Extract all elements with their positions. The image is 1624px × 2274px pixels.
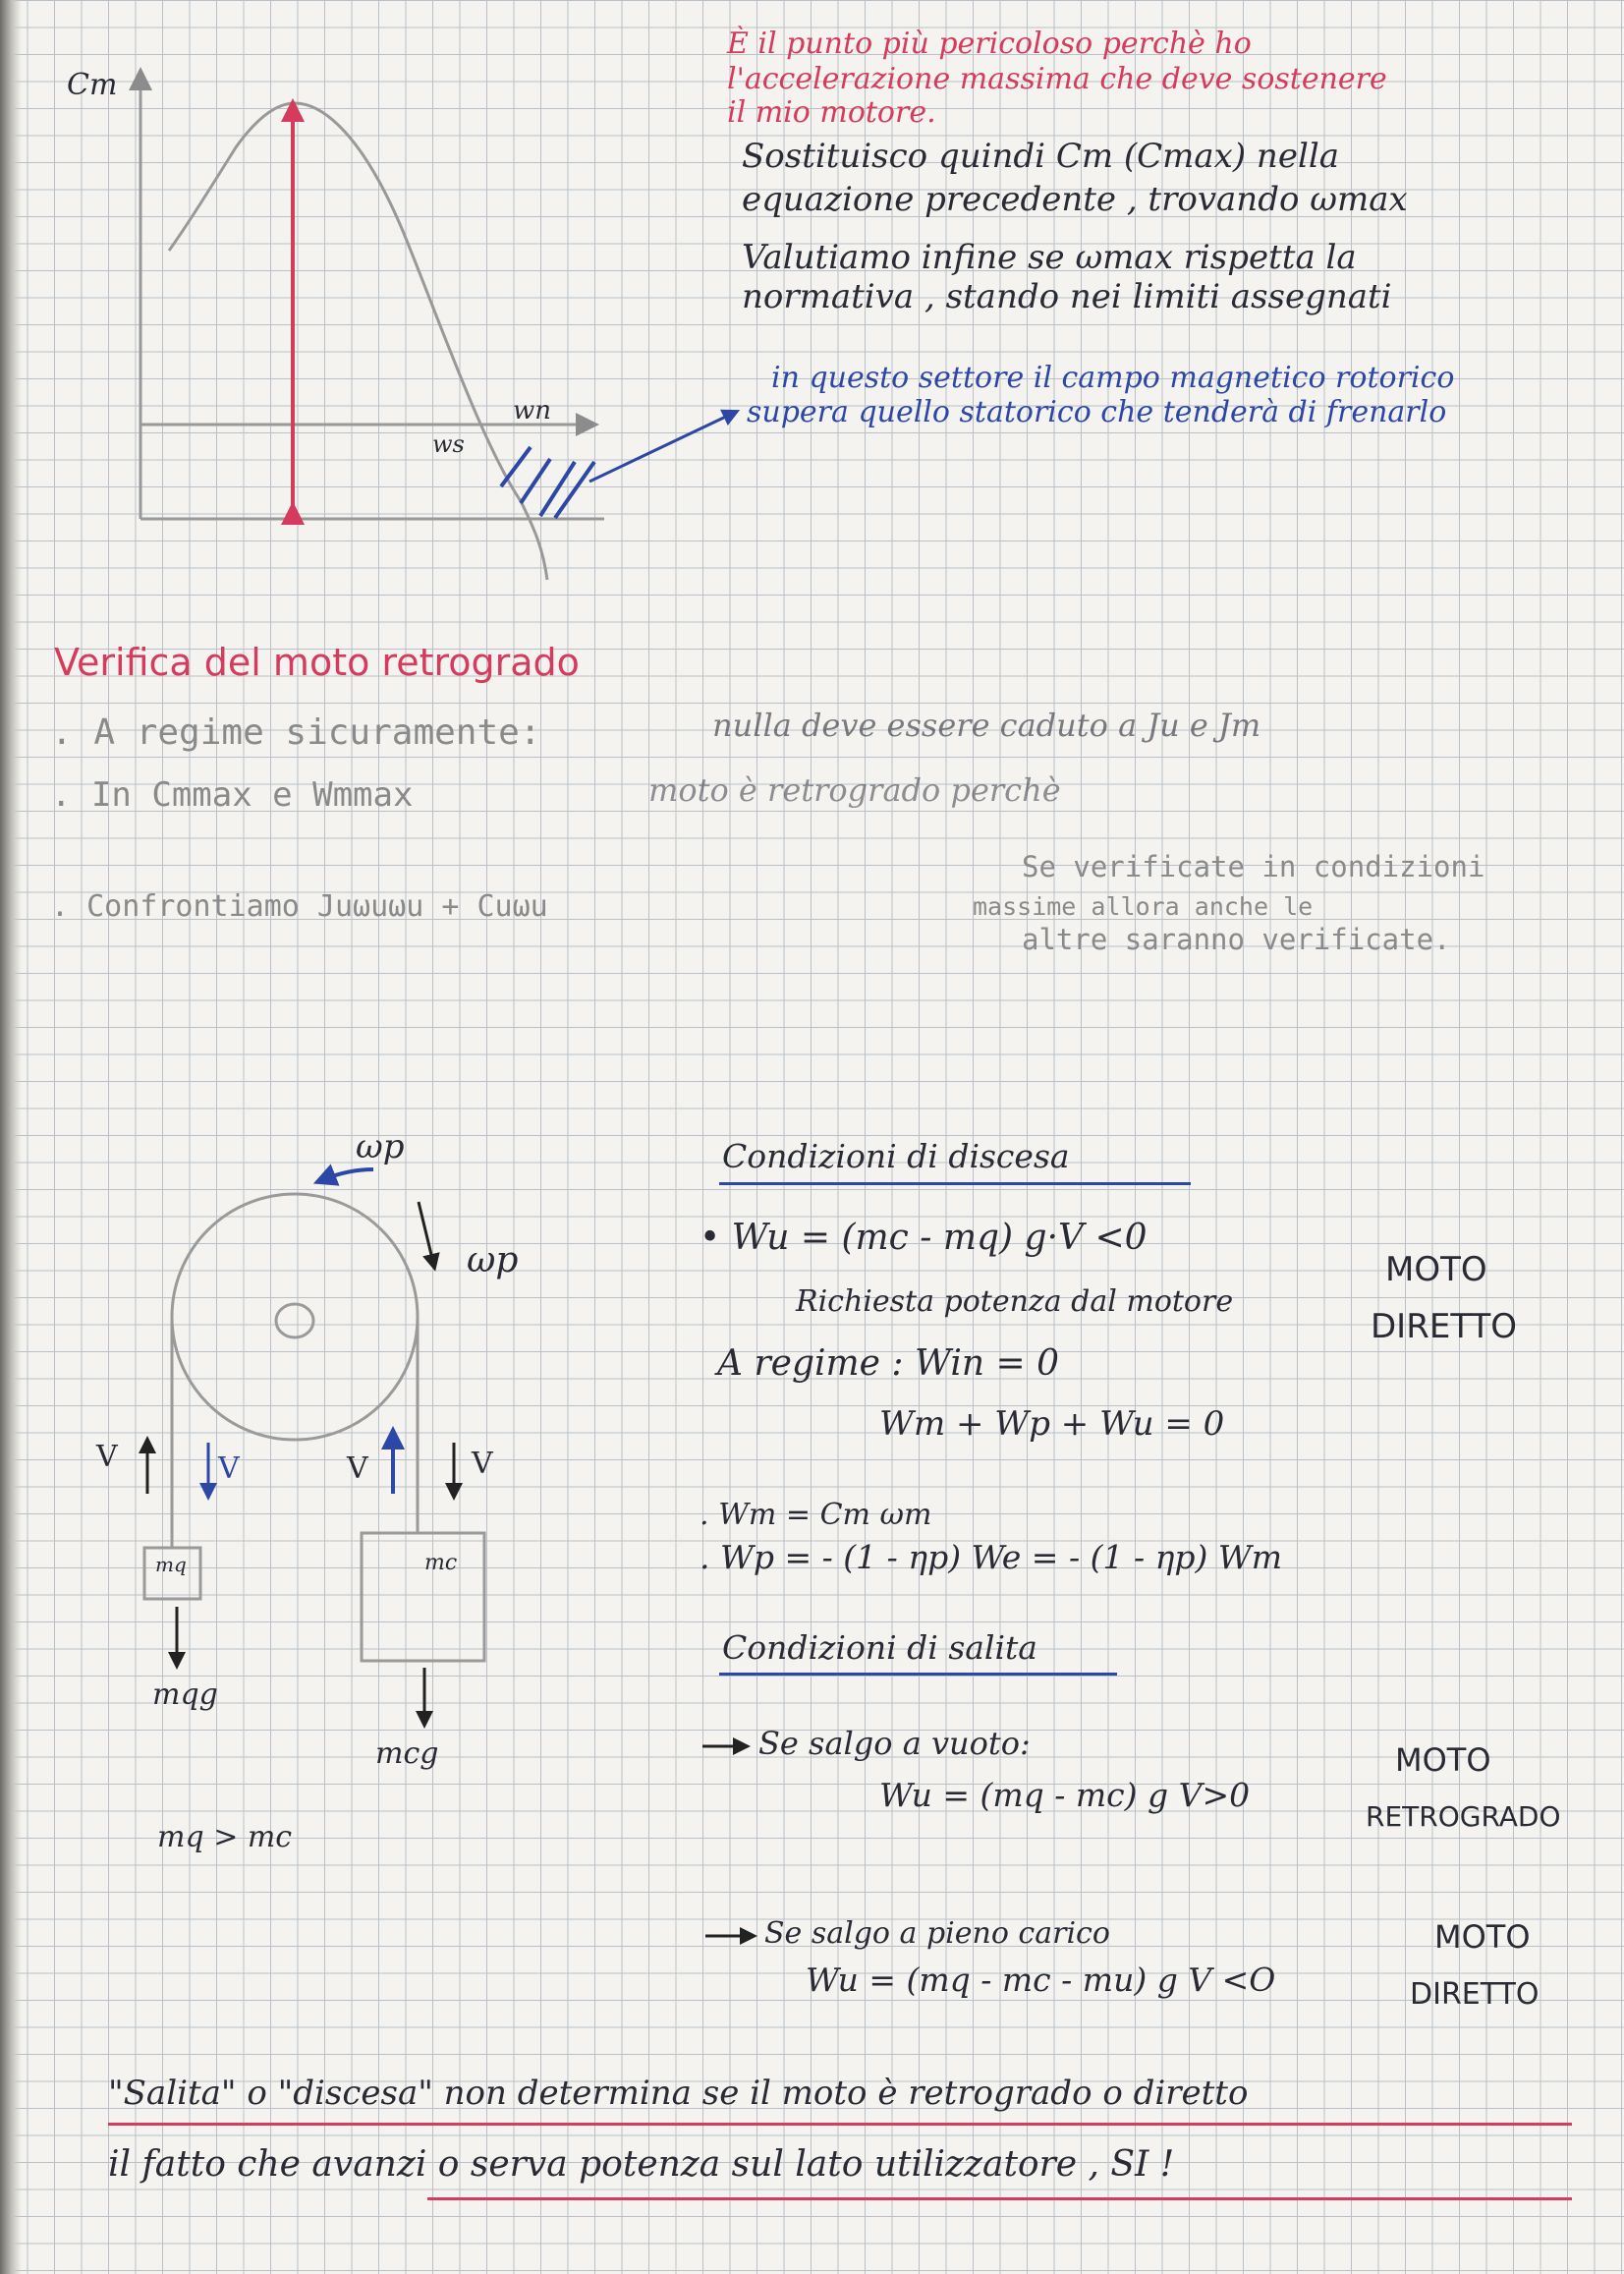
descent-eq-4: . Wp = - (1 - ηp) We = - (1 - ηp) Wm bbox=[700, 1538, 1283, 1576]
ascent-case-1: Se salgo a vuoto: bbox=[758, 1725, 1031, 1762]
torque-speed-graph bbox=[140, 79, 604, 580]
red-note-line-1: È il punto più pericoloso perchè ho bbox=[727, 27, 1252, 61]
black-note-line-1: Sostituisco quindi Cm (Cmax) nella bbox=[742, 137, 1339, 176]
velocity-label-2: V bbox=[218, 1451, 240, 1486]
mass-relation: mq > mc bbox=[157, 1820, 293, 1854]
black-note-line-2: equazione precedente , trovando ωmax bbox=[742, 180, 1408, 219]
velocity-label-3: V bbox=[347, 1451, 368, 1486]
graph-x-label: wn bbox=[513, 396, 551, 426]
ascent-title-underline bbox=[719, 1673, 1117, 1676]
blue-note-line-1: in questo settore il campo magnetico rotorico bbox=[771, 361, 1455, 395]
ascent-case-1-label-1: MOTO bbox=[1395, 1741, 1491, 1779]
omega-arrow-top bbox=[324, 1169, 373, 1179]
descent-eq-2: Wm + Wp + Wu = 0 bbox=[879, 1404, 1225, 1444]
black-note-line-3: Valutiamo infine se ωmax rispetta la bbox=[742, 238, 1357, 277]
pencil-note-line-2: massime allora anche le bbox=[973, 892, 1314, 921]
descent-eq-3: . Wm = Cm ωm bbox=[700, 1498, 932, 1532]
mass-right-box bbox=[362, 1533, 484, 1661]
pencil-line-2: . In Cmmax e Wmmax bbox=[51, 775, 414, 815]
omega-arrow-right bbox=[419, 1202, 433, 1263]
descent-label-1: MOTO bbox=[1385, 1250, 1487, 1289]
ascent-case-2-label-1: MOTO bbox=[1434, 1918, 1531, 1956]
conclusion-line-1: "Salita" o "discesa" non determina se il moto è retrogrado o diretto bbox=[108, 2074, 1249, 2113]
red-note-line-3: il mio motore. bbox=[727, 95, 936, 130]
omega-top-label: ωp bbox=[356, 1127, 405, 1166]
graph-torque-curve bbox=[169, 103, 547, 580]
pencil-note-line-3: altre saranno verificate. bbox=[1022, 923, 1451, 956]
descent-title: Condizioni di discesa bbox=[722, 1137, 1070, 1175]
weight-right-label: mcg bbox=[375, 1736, 439, 1771]
pulley-system bbox=[144, 1194, 484, 1661]
velocity-label-1: V bbox=[96, 1440, 118, 1474]
pencil-note-line-1: Se verificate in condizioni bbox=[1022, 850, 1485, 883]
descent-title-underline bbox=[719, 1182, 1191, 1185]
blue-note-line-2: supera quello statorico che tenderà di frenarlo bbox=[747, 395, 1447, 429]
descent-eq-1-note: Richiesta potenza dal motore bbox=[796, 1284, 1234, 1319]
conclusion-underline-1 bbox=[108, 2123, 1572, 2126]
omega-right-label: ωp bbox=[467, 1240, 519, 1280]
pencil-line-3: . Confrontiamo Juωuωu + Cuωu bbox=[51, 889, 548, 924]
conclusion-underline-2 bbox=[427, 2197, 1572, 2200]
ascent-case-2-label-2: DIRETTO bbox=[1410, 1977, 1540, 2012]
ascent-case-1-eq: Wu = (mq - mc) g V>0 bbox=[879, 1776, 1251, 1814]
ascent-case-2-eq: Wu = (mq - mc - mu) g V <O bbox=[806, 1961, 1276, 1999]
mass-left-label: mq bbox=[155, 1553, 187, 1576]
weight-left-label: mqg bbox=[152, 1677, 218, 1712]
conclusion-line-2: il fatto che avanzi o serva potenza sul lato utilizzatore , SI ! bbox=[108, 2144, 1175, 2185]
ascent-title: Condizioni di salita bbox=[722, 1628, 1037, 1667]
ink-fragment-2: moto è retrogrado perchè bbox=[648, 771, 1061, 809]
pencil-line-1: . A regime sicuramente: bbox=[51, 712, 541, 753]
descent-label-2: DIRETTO bbox=[1371, 1307, 1518, 1346]
region-pointer-arrow bbox=[589, 414, 732, 482]
red-note-line-2: l'accelerazione massima che deve sostenere bbox=[727, 62, 1387, 96]
braking-region-hatch bbox=[501, 447, 594, 518]
descent-regime: A regime : Win = 0 bbox=[717, 1343, 1059, 1384]
mass-right-label: mc bbox=[424, 1551, 458, 1575]
graph-ws-label: ws bbox=[432, 430, 465, 458]
black-note-line-4: normativa , stando nei limiti assegnati bbox=[742, 277, 1392, 316]
graph-y-label: Cm bbox=[67, 68, 118, 102]
descent-eq-1: • Wu = (mc - mq) g·V <0 bbox=[700, 1218, 1148, 1258]
ink-fragment-1: nulla deve essere caduto a Ju e Jm bbox=[712, 707, 1261, 744]
section-title: Verifica del moto retrogrado bbox=[54, 641, 580, 684]
ascent-case-1-label-2: RETROGRADO bbox=[1366, 1800, 1561, 1833]
ascent-case-2: Se salgo a pieno carico bbox=[764, 1916, 1110, 1951]
pulley-hub bbox=[276, 1304, 313, 1337]
velocity-label-4: V bbox=[472, 1447, 493, 1481]
pulley-wheel bbox=[172, 1194, 418, 1440]
